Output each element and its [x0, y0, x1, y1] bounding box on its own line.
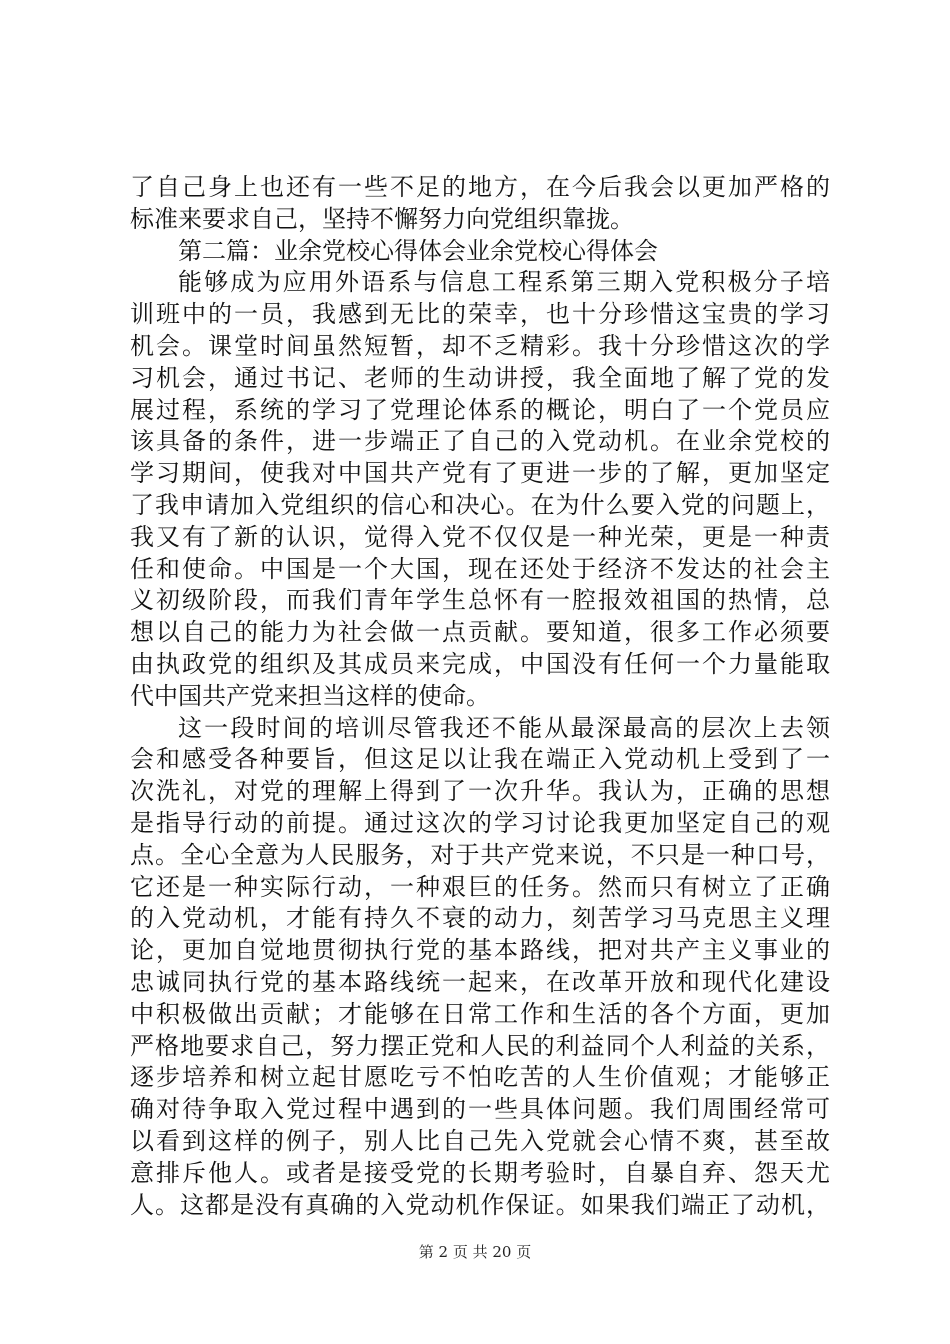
text-line: 意排斥他人。或者是接受党的长期考验时，自暴自弃、怨天尤: [130, 1158, 830, 1187]
text-line: 训班中的一员，我感到无比的荣幸，也十分珍惜这宝贵的学习: [130, 300, 830, 329]
text-line: 习机会，通过书记、老师的生动讲授，我全面地了解了党的发: [130, 363, 830, 392]
text-line: 中积极做出贡献；才能够在日常工作和生活的各个方面，更加: [130, 999, 830, 1028]
page-number: 第 2 页 共 20 页: [418, 1243, 532, 1261]
text-line: 是指导行动的前提。通过这次的学习讨论我更加坚定自己的观: [130, 808, 830, 837]
text-line: 义初级阶段，而我们青年学生总怀有一腔报效祖国的热情，总: [130, 586, 830, 615]
text-line: 逐步培养和树立起甘愿吃亏不怕吃苦的人生价值观；才能够正: [130, 1063, 830, 1092]
text-line: 以看到这样的例子，别人比自己先入党就会心情不爽，甚至故: [130, 1126, 830, 1155]
text-line: 任和使命。中国是一个大国，现在还处于经济不发达的社会主: [130, 554, 830, 583]
text-line: 会和感受各种要旨，但这足以让我在端正入党动机上受到了一: [130, 745, 830, 774]
text-line: 人。这都是没有真确的入党动机作保证。如果我们端正了动机，: [130, 1190, 830, 1219]
text-line: 学习期间，使我对中国共产党有了更进一步的了解，更加坚定: [130, 459, 830, 488]
text-line: 能够成为应用外语系与信息工程系第三期入党积极分子培: [178, 268, 830, 297]
text-line: 了我申请加入党组织的信心和决心。在为什么要入党的问题上，: [130, 490, 830, 519]
text-line: 它还是一种实际行动，一种艰巨的任务。然而只有树立了正确: [130, 872, 830, 901]
text-line: 点。全心全意为人民服务，对于共产党来说，不只是一种口号，: [130, 840, 830, 869]
text-line: 标准来要求自己，坚持不懈努力向党组织靠拢。: [130, 204, 634, 233]
page-footer: [0, 1242, 950, 1262]
text-line: 代中国共产党来担当这样的使命。: [130, 681, 490, 710]
text-line: 想以自己的能力为社会做一点贡献。要知道，很多工作必须要: [130, 618, 830, 647]
text-line: 了自己身上也还有一些不足的地方，在今后我会以更加严格的: [130, 173, 830, 201]
text-line: 我又有了新的认识，觉得入党不仅仅是一种光荣，更是一种责: [130, 522, 830, 551]
text-line: 确对待争取入党过程中遇到的一些具体问题。我们周围经常可: [130, 1095, 830, 1124]
text-line: 的入党动机，才能有持久不衰的动力，刻苦学习马克思主义理: [130, 904, 830, 933]
text-line: 机会。课堂时间虽然短暂，却不乏精彩。我十分珍惜这次的学: [130, 331, 830, 360]
document-body: [130, 172, 830, 1221]
section-heading: 第二篇：业余党校心得体会业余党校心得体会: [178, 236, 658, 265]
text-line: 展过程，系统的学习了党理论体系的概论，明白了一个党员应: [130, 395, 830, 424]
text-line: 该具备的条件，进一步端正了自己的入党动机。在业余党校的: [130, 427, 830, 456]
text-line: 严格地要求自己，努力摆正党和人民的利益同个人利益的关系，: [130, 1031, 830, 1060]
text-line: 由执政党的组织及其成员来完成，中国没有任何一个力量能取: [130, 649, 830, 678]
text-line: 论，更加自觉地贯彻执行党的基本路线，把对共产主义事业的: [130, 936, 830, 965]
text-line: 这一段时间的培训尽管我还不能从最深最高的层次上去领: [178, 713, 830, 742]
text-line: 忠诚同执行党的基本路线统一起来，在改革开放和现代化建设: [130, 967, 830, 996]
text-line: 次洗礼，对党的理解上得到了一次升华。我认为，正确的思想: [130, 777, 830, 806]
